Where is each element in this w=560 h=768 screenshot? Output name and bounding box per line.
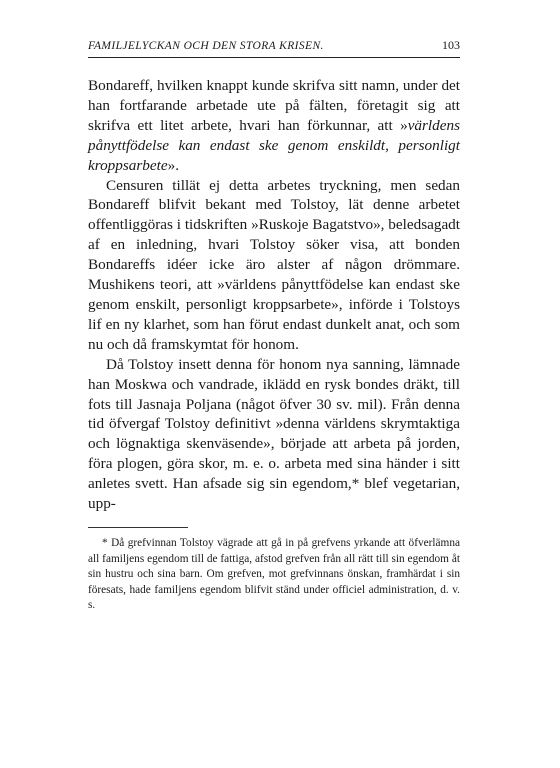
- paragraph-1-text: Bondareff, hvilken knappt kunde skrifva sitt namn, under det han fortfarande arbetade ute på fälten, företagit sig att skrifva ett litet arbete, hvari han förkunnar, att »: [88, 77, 460, 134]
- paragraph-3: Då Tolstoy insett denna för honom nya sanning, lämnade han Moskwa och vandrade, iklädd en rysk bondes dräkt, till fots till Jasnaja Poljana (något öfver 30 sv. mil). Från denna tid öfvergaf Tolstoy definitivt »denna världens skrymtaktiga och lögnaktiga skenväsende», började att arbeta på jorden, föra plogen, göra skor, m. e. o. arbeta med sina händer i sitt anletes svett. Han afsade sig sin egendom,* blef vegetarian, upp-: [88, 355, 460, 513]
- paragraph-2: Censuren tillät ej detta arbetes tryckning, men sedan Bondareff blifvit bekant med Tolstoy, lät denne arbetet offentliggöras i tidskriften »Ruskoje Bagatstvo», beledsagadt af en inledning, hvari Tolstoy söker visa, att bonden Bondareffs idéer icke äro alster af någon drömmare. Mushikens teori, att »världens pånyttfödelse kan endast ske genom enskilt, personligt kroppsarbete», införde i Tolstoys lif en ny klarhet, som han förut endast dunkelt anat, och som nu och då framskymtat för honom.: [88, 176, 460, 353]
- paragraph-1: [88, 76, 460, 176]
- footnote: * Då grefvinnan Tolstoy vägrade att gå in på grefvens yrkande att öfverlämna all familjens egendom till de fattiga, afstod grefven från all rätt till sin egendom åt sin hustru och sina barn. Om grefven, mot grefvinnans önskan, framhärdat i sin föresats, hade familjens egendom blifvit ständ under officiel administration, d. v. s.: [88, 536, 460, 612]
- running-header: [88, 38, 460, 58]
- page-number: 103: [442, 38, 460, 52]
- paragraph-1-quote-italic: världens pånyttfödelse kan endast ske genom enskildt, personligt kroppsarbete: [88, 116, 460, 174]
- running-title: FAMILJELYCKAN OCH DEN STORA KRISEN.: [88, 40, 324, 52]
- main-text: [88, 76, 460, 514]
- footnote-divider: [88, 527, 188, 528]
- paragraph-1-quote-end: ».: [167, 156, 179, 174]
- book-page: [88, 38, 460, 614]
